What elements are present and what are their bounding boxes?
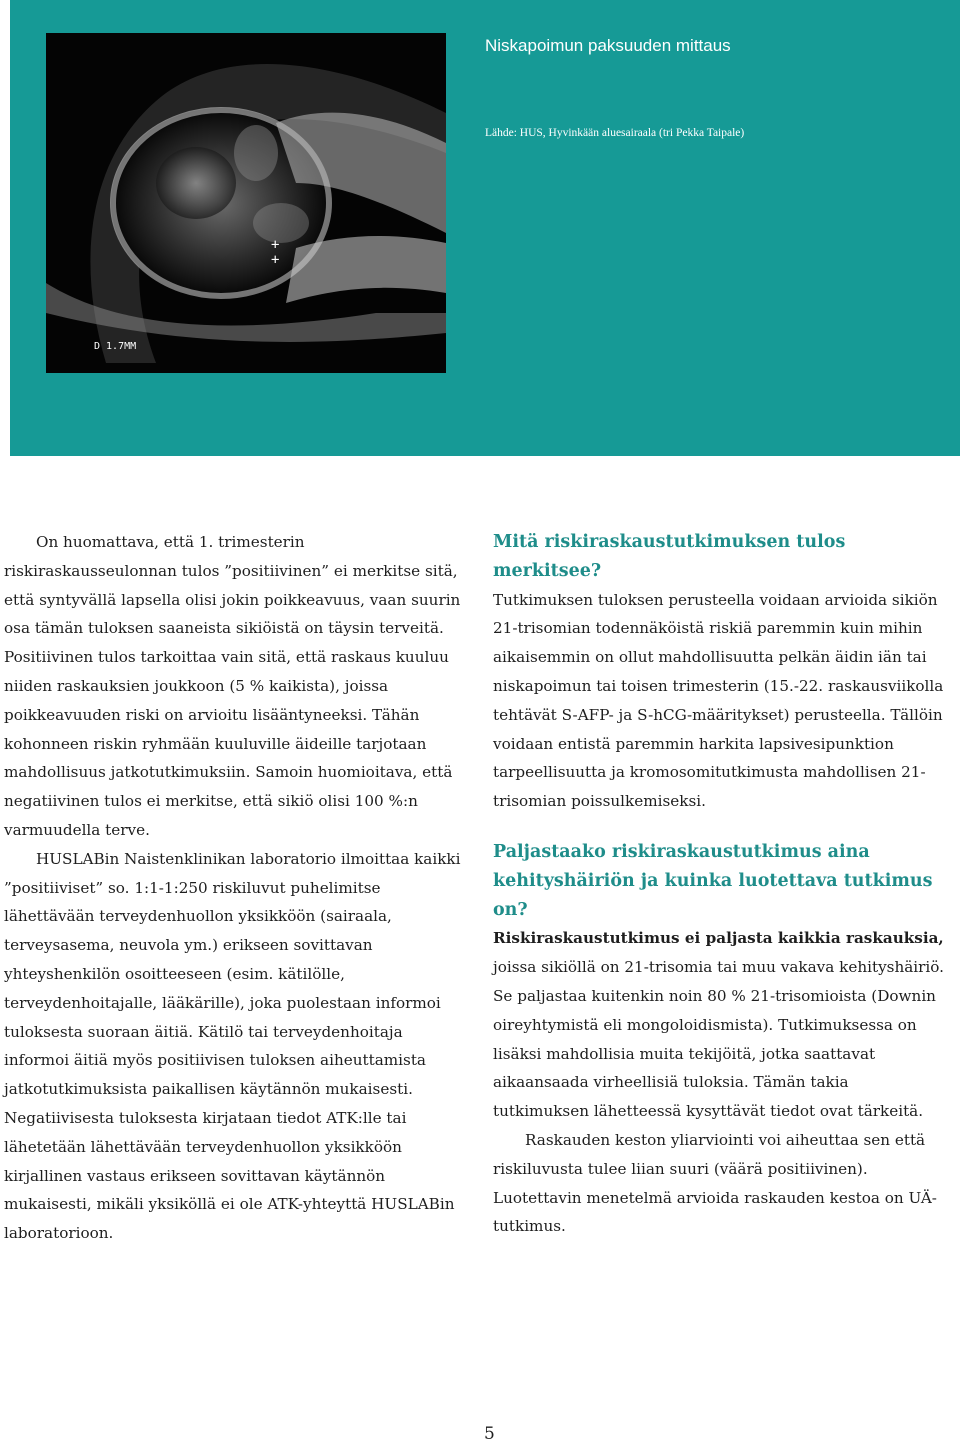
figure-source: Lähde: HUS, Hyvinkään aluesairaala (tri Pekka Taipale) <box>485 127 745 139</box>
left-paragraph-1: On huomattava, että 1. trimesterin riskiraskausseulonnan tulos ”positiivinen” ei merkitse sitä, että syntyvällä lapsella olisi jokin poikkeavuus, vaan suurin osa tämän tuloksen saaneista sikiöistä on täysin terveitä. Positiivinen tulos tarkoittaa vain sitä, että raskaus kuuluu niiden raskauksien joukkoon (5 % kaikista), joissa poikkeavuuden riski on arvioitu lisääntyneeksi. Tähän kohonneen riskin ryhmään kuuluville äideille tarjotaan mahdollisuus jatkotutkimuksiin. Samoin huomioitava, että negatiivinen tulos ei merkitse, että sikiö olisi 100 %:n varmuudella terve. <box>4 533 461 839</box>
heading-result-meaning: Mitä riskiraskaustutkimuksen tulos merkitsee? <box>493 532 846 581</box>
left-column <box>4 528 462 1248</box>
right-paragraph-3: Raskauden keston yliarviointi voi aiheuttaa sen että riskiluvusta tulee liian suuri (väärä positiivinen). Luotettavin menetelmä arvioida raskauden kestoa on UÄ-tutkimus. <box>493 1130 937 1236</box>
svg-text:+: + <box>271 252 280 268</box>
right-paragraph-2 <box>493 924 948 1126</box>
ultrasound-image <box>46 33 446 373</box>
left-paragraph-2: HUSLABin Naistenklinikan laboratorio ilmoittaa kaikki ”positiiviset” so. 1:1-1:250 riskiluvut puhelimitse lähettävään terveydenhuollon yksikköön (sairaala, terveysasema, neuvola ym.) erikseen sovittavan yhteyshenkilön osoitteeseen (esim. kätilölle, terveydenhoitajalle, lääkärille), joka puolestaan informoi tuloksesta suoraan äitiä. Kätilö tai terveydenhoitaja informoi äitiä myös positiivisen tuloksen aiheuttamista jatkotutkimuksista paikallisen käytännön mukaisesti. Negatiivisesta tuloksesta kirjataan tiedot ATK:lle tai lähetetään lähettävään terveydenhuollon yksikköön kirjallinen vastaus erikseen sovittavan käytännön mukaisesti, mikäli yksiköllä ei ole ATK-yhteyttä HUSLABin laboratorioon. <box>4 849 461 1243</box>
right-paragraph-2-text: joissa sikiöllä on 21-trisomia tai muu vakava kehityshäiriö. Se paljastaa kuitenkin noin 80 % 21-trisomioista (Downin oireyhtymistä eli mongoloidismista). Tutkimuksessa on lisäksi mahdollisia muita tekijöitä, jotka saattavat aikaansaada virheellisiä tuloksia. Tämän takia tutkimuksen lähetteessä kysyttävät tiedot ovat tärkeitä. <box>493 958 944 1121</box>
figure-title: Niskapoimun paksuuden mittaus <box>485 36 731 55</box>
page-number: 5 <box>484 1424 495 1444</box>
right-paragraph-1: Tutkimuksen tuloksen perusteella voidaan arvioida sikiön 21-trisomian todennäköistä riskiä paremmin kuin mihin aikaisemmin on ollut mahdollisuutta pelkän äidin iän tai niskapoimun tai toisen trimesterin (15.-22. raskausviikolla tehtävät S-AFP- ja S-hCG-määritykset) perusteella. Tällöin voidaan entistä paremmin harkita lapsivesipunktion tarpeellisuutta ja kromosomitutkimusta mahdollisen 21-trisomian poissulkemiseksi. <box>493 590 944 811</box>
svg-text:+: + <box>271 237 280 253</box>
right-column <box>493 528 948 1241</box>
right-paragraph-2-bold: Riskiraskaustutkimus ei paljasta kaikkia raskauksia, <box>493 929 944 948</box>
heading-reliability: Paljastaako riskiraskaustutkimus aina kehityshäiriön ja kuinka luotettava tutkimus on? <box>493 841 933 920</box>
ultrasound-scan-graphic <box>46 33 446 373</box>
scan-caption: D 1.7MM <box>94 341 137 352</box>
